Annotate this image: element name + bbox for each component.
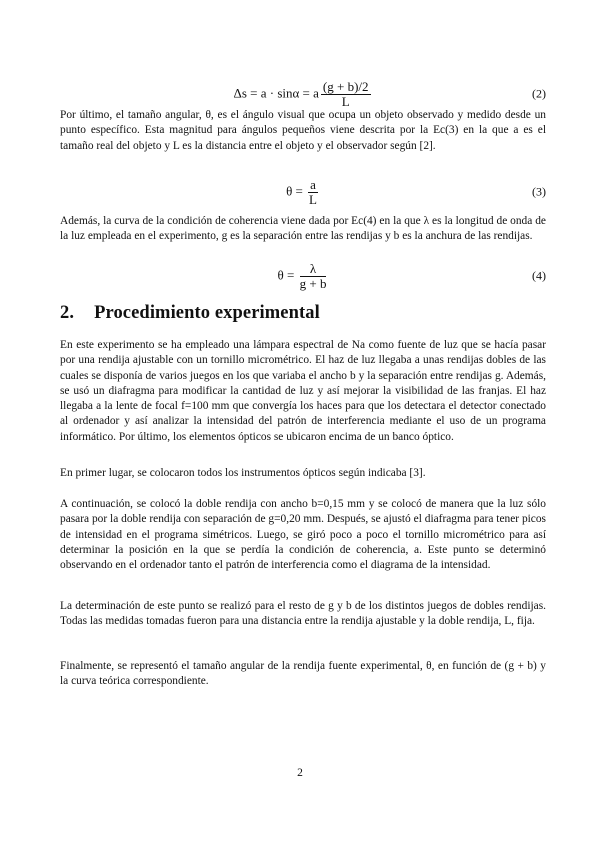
paragraph-final: Finalmente, se representó el tamaño angular de la rendija fuente experimental, θ, en función de (g + b) y la curva teórica correspondiente. — [60, 660, 546, 688]
equation-3-lhs: θ = — [286, 183, 307, 199]
section-number: 2. — [60, 303, 75, 323]
equation-2 — [60, 80, 546, 108]
equation-4 — [60, 262, 546, 290]
equation-2-denominator: L — [341, 94, 350, 109]
section-title: Procedimiento experimental — [94, 303, 320, 323]
equation-3-label: (3) — [532, 184, 546, 199]
equation-2-numerator: (g + b)/2 — [322, 79, 369, 94]
equation-4-lhs: θ = — [277, 267, 298, 283]
section-heading — [60, 303, 320, 324]
page-number: 2 — [297, 767, 303, 779]
equation-3-denominator: L — [309, 192, 317, 207]
equation-4-denominator: g + b — [299, 276, 327, 291]
paragraph-setup: En este experimento se ha empleado una lámpara espectral de Na como fuente de luz que se hacía pasar por una rendija ajustable con un tornillo micrométrico. El haz de luz llegaba a unas rendijas dobles de las cuales se disponía de varios juegos en los que variaba el ancho b y la separación entre rendijas g. Además, se usó un diafragma para modificar la cantidad de luz y así mejorar la visibilidad de las franjas. El haz llegaba a la lente de focal f=100 mm que convergía los haces para que los detectara el detector conectado al ordenador y así analizar la intensidad del patrón de interferencia mediante el uso de un programa informático. Por último, los elementos ópticos se ubicaron encima de un banco óptico. — [60, 339, 546, 443]
paragraph-angular-size: Por último, el tamaño angular, θ, es el ángulo visual que ocupa un objeto observado y medido desde un punto específico. Esta magnitud para ángulos pequeños viene descrita por la Ec(3) en la que a es el tamaño real del objeto y L es la distancia entre el objeto y el observador según [2]. — [60, 109, 546, 152]
equation-2-label: (2) — [532, 86, 546, 101]
paragraph-procedure: A continuación, se colocó la doble rendija con ancho b=0,15 mm y se colocó de manera que la luz sólo pasara por la doble rendija con separación de g=0,20 mm. Después, se ajustó el diafragma para tener picos de intensidad en el programa simétricos. Luego, se giró poco a poco el tornillo micrométrico para así determinar la posición en la que se perdía la condición de coherencia, a. Este punto se determinó observando en el ordenador tanto el patrón de interferencia como el diagrama de la intensidad. — [60, 498, 546, 572]
paragraph-repetition: La determinación de este punto se realizó para el resto de g y b de los distintos juegos de dobles rendijas. Todas las medidas tomadas fueron para una distancia entre la rendija ajustable y la doble rendija, L, fija. — [60, 600, 546, 628]
equation-3-numerator: a — [310, 177, 316, 192]
equation-4-label: (4) — [532, 268, 546, 283]
equation-3 — [60, 178, 546, 206]
equation-4-numerator: λ — [300, 262, 327, 277]
paragraph-coherence: Además, la curva de la condición de coherencia viene dada por Ec(4) en la que λ es la longitud de onda de la luz empleada en el experimento, g es la separación entre las rendijas y b es la anchura de las rendijas. — [60, 215, 546, 243]
paragraph-first-step: En primer lugar, se colocaron todos los instrumentos ópticos según indicaba [3]. — [60, 467, 426, 479]
equation-2-lhs: Δs = a · sinα = a — [233, 85, 319, 101]
